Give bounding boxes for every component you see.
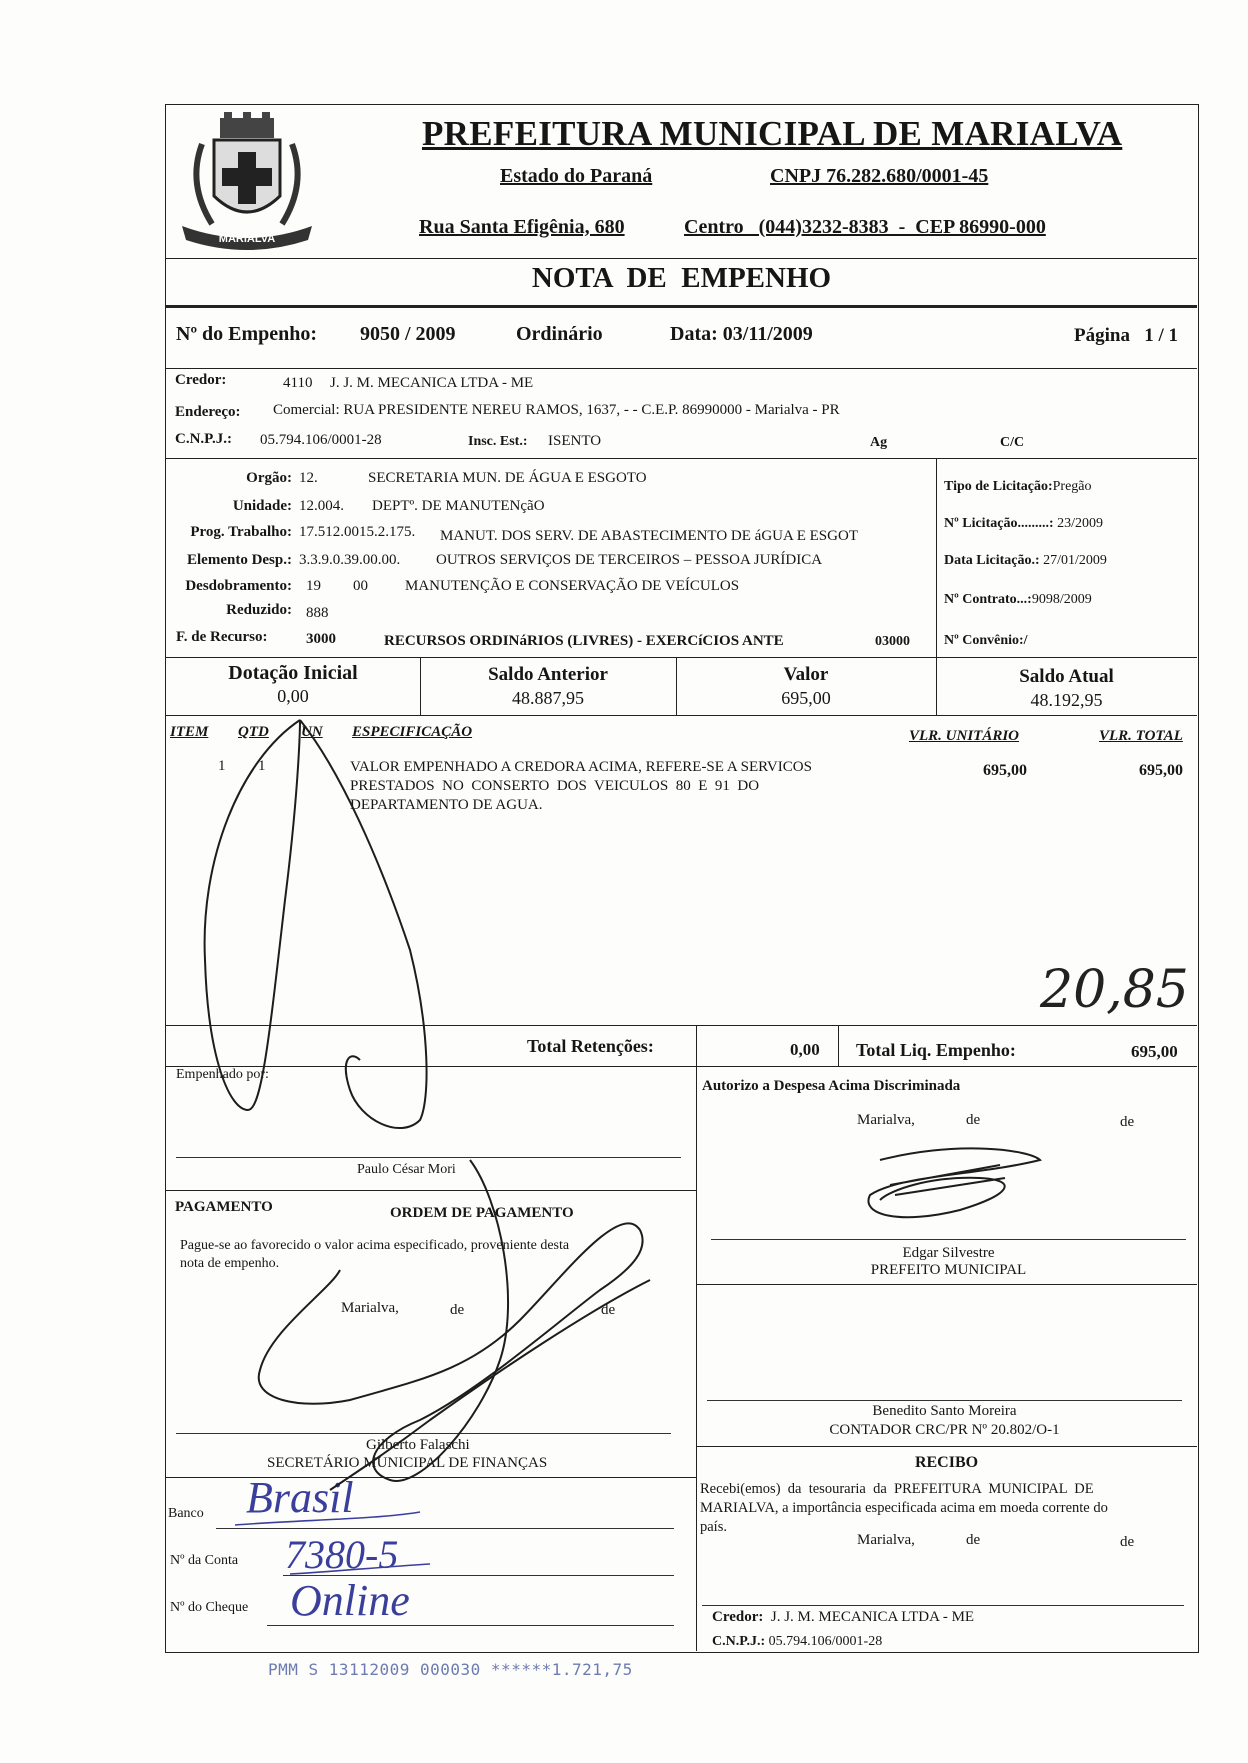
banco-label: Banco [168, 1506, 204, 1521]
liq-value: 695,00 [1131, 1042, 1178, 1061]
valor-label: Valor [783, 664, 829, 685]
credor-label: Credor: [175, 372, 227, 388]
credor-code: 4110 [283, 375, 313, 391]
recurso-code: 3000 [306, 631, 336, 647]
data-label: Data Licitação.: [944, 553, 1040, 568]
licit-label: Nº Licitação.........: [944, 516, 1054, 531]
sec-name: Gilberto Falaschi [366, 1437, 470, 1453]
receipt-text-line: Recebi(emos) da tesouraria da PREFEITURA MUNICIPAL DE [700, 1481, 1094, 1497]
payment-de1: de [450, 1302, 465, 1318]
place-de2: de [1120, 1114, 1135, 1130]
row-desc-line: PRESTADOS NO CONSERTO DOS VEICULOS 80 E 91 DO [350, 778, 760, 794]
prefeito-signature [868, 1148, 1040, 1217]
contrato-label: Nº Contrato...: [944, 592, 1032, 607]
credor-name: J. J. M. MECANICA LTDA - ME [330, 375, 534, 391]
row-desc-line: DEPARTAMENTO DE AGUA. [350, 797, 543, 813]
anterior-label: Saldo Anterior [488, 664, 608, 685]
header-title: PREFEITURA MUNICIPAL DE MARIALVA [422, 114, 1123, 153]
elem-code: 3.3.9.0.39.00.00. [299, 552, 401, 568]
banco-underline-stroke [235, 1512, 420, 1525]
conta-underline-stroke [290, 1564, 430, 1574]
payment-text-line: Pague-se ao favorecido o valor acima especificado, proveniente desta [180, 1238, 570, 1253]
elem-desc: OUTROS SERVIÇOS DE TERCEIROS – PESSOA JURÍDICA [436, 552, 823, 568]
recurso-label: F. de Recurso: [176, 629, 268, 645]
receipt-text-line: país. [700, 1519, 727, 1535]
retencoes-value: 0,00 [790, 1040, 820, 1059]
col-header-especificacao: ESPECIFICAÇÃO [352, 724, 473, 740]
col-header-item: ITEM [170, 724, 209, 740]
receipt-place: Marialva, [857, 1532, 915, 1548]
receipt-cnpj-value: 05.794.106/0001-28 [768, 1634, 883, 1649]
payment-label: PAGAMENTO [175, 1199, 273, 1215]
desdob-code: 19 [306, 578, 321, 594]
receipt-de1: de [966, 1532, 981, 1548]
atual-value: 48.192,95 [1030, 690, 1103, 710]
cheque-label: Nº do Cheque [170, 1600, 249, 1615]
place-de1: de [966, 1112, 981, 1128]
receipt-title: RECIBO [914, 1454, 979, 1471]
payment-text-line: nota de empenho. [180, 1256, 280, 1271]
dotacao-label: Dotação Inicial [228, 662, 358, 684]
prog-label: Prog. Trabalho: [190, 524, 292, 540]
desdob-sub: 00 [353, 578, 368, 594]
col-header-qtd: QTD [238, 724, 269, 740]
empenhado-signature [300, 720, 427, 1128]
ag-label: Ag [870, 435, 888, 450]
empenhado-signature [205, 720, 300, 1110]
row-item: 1 [218, 758, 226, 774]
bank-stamp: PMM S 13112009 000030 ******1.721,75 [268, 1660, 633, 1679]
prefeito-name: Edgar Silvestre [902, 1245, 995, 1261]
cnpj-label: C.N.P.J.: [175, 431, 232, 447]
svg-text:MARIALVA: MARIALVA [218, 233, 276, 245]
receipt-text-line: MARIALVA, a importância especificada acima em moeda corrente do [700, 1500, 1108, 1516]
empenhado-label: Empenhado por: [176, 1067, 269, 1082]
address-label: Endereço: [175, 404, 241, 420]
prefeito-title: PREFEITO MUNICIPAL [870, 1262, 1027, 1278]
col-header-total: VLR. TOTAL [1099, 728, 1183, 744]
col-header-unit: VLR. UNITÁRIO [909, 728, 1020, 744]
orgao-desc: SECRETARIA MUN. DE ÁGUA E ESGOTO [368, 470, 647, 486]
sec-title: SECRETÁRIO MUNICIPAL DE FINANÇAS [267, 1455, 548, 1471]
row-unit-value: 695,00 [983, 762, 1027, 779]
desdob-label: Desdobramento: [185, 578, 292, 594]
prog-code: 17.512.0015.2.175. [299, 524, 416, 540]
empenho-type: Ordinário [516, 323, 603, 345]
unidade-label: Unidade: [232, 498, 292, 514]
contador-title: CONTADOR CRC/PR Nº 20.802/O-1 [829, 1422, 1060, 1438]
recurso-num: 03000 [875, 634, 910, 649]
reduzido-label: Reduzido: [226, 602, 292, 618]
prog-desc: MANUT. DOS SERV. DE ABASTECIMENTO DE áGUA E ESGOT [440, 528, 858, 544]
licit-value: 23/2009 [1057, 516, 1103, 531]
empenho-date: Data: 03/11/2009 [670, 323, 813, 345]
empenhado-name: Paulo César Mori [357, 1162, 456, 1177]
recurso-desc: RECURSOS ORDINáRIOS (LIVRES) - EXERCíCIOS ANTE [384, 633, 784, 649]
header-state: Estado do Paraná [500, 165, 653, 187]
receipt-cnpj-label: C.N.P.J.: [712, 1634, 766, 1649]
conta-label: Nº da Conta [170, 1553, 239, 1568]
row-total-value: 695,00 [1139, 762, 1183, 779]
desdob-desc: MANUTENÇÃO E CONSERVAÇÃO DE VEÍCULOS [405, 578, 740, 594]
reduzido-value: 888 [306, 605, 329, 621]
valor-value: 695,00 [781, 688, 831, 708]
cheque-handwritten: Online [290, 1576, 410, 1625]
dotacao-value: 0,00 [277, 686, 309, 706]
receipt-de2: de [1120, 1534, 1135, 1550]
contador-name: Benedito Santo Moreira [872, 1403, 1017, 1419]
header-contact: Centro (044)3232-8383 - CEP 86990-000 [684, 216, 1046, 238]
page-number: Página 1 / 1 [1074, 325, 1178, 346]
orgao-label: Orgão: [246, 470, 292, 486]
data-value: 27/01/2009 [1043, 553, 1107, 568]
anterior-value: 48.887,95 [512, 688, 584, 708]
banco-handwritten: Brasil [246, 1473, 354, 1522]
atual-label: Saldo Atual [1019, 666, 1114, 687]
liq-label: Total Liq. Empenho: [856, 1040, 1016, 1060]
autorizo-label: Autorizo a Despesa Acima Discriminada [702, 1078, 961, 1094]
contrato-value: 9098/2009 [1031, 592, 1092, 607]
tipo-value: Pregão [1052, 479, 1092, 494]
doc-title: NOTA DE EMPENHO [531, 262, 832, 294]
header-cnpj: CNPJ 76.282.680/0001-45 [770, 165, 989, 187]
address-value: Comercial: RUA PRESIDENTE NEREU RAMOS, 1637, - - C.E.P. 86990000 - Marialva - PR [273, 402, 840, 418]
col-header-un: UN [301, 724, 323, 740]
orgao-code: 12. [299, 470, 318, 486]
unidade-desc: DEPTº. DE MANUTENçãO [372, 498, 545, 514]
conta-handwritten: 7380-5 [285, 1532, 399, 1577]
empenho-number: 9050 / 2009 [360, 323, 456, 345]
elem-label: Elemento Desp.: [187, 552, 292, 568]
unidade-code: 12.004. [299, 498, 344, 514]
place-city: Marialva, [857, 1112, 915, 1128]
empenho-label: Nº do Empenho: [176, 323, 318, 345]
order-label: ORDEM DE PAGAMENTO [390, 1205, 574, 1221]
row-qtd: 1 [258, 758, 266, 774]
payment-de2: de [601, 1302, 616, 1318]
cc-label: C/C [1000, 435, 1025, 450]
receipt-credor-value: J. J. M. MECANICA LTDA - ME [770, 1609, 975, 1625]
header-street: Rua Santa Efigênia, 680 [419, 216, 625, 238]
retencoes-label: Total Retenções: [527, 1036, 654, 1056]
secretario-signature [259, 1160, 643, 1481]
cnpj-value: 05.794.106/0001-28 [260, 432, 382, 448]
receipt-credor-label: Credor: [712, 1609, 764, 1625]
insc-label: Insc. Est.: [468, 434, 528, 449]
payment-place: Marialva, [341, 1300, 399, 1316]
handwritten-note: 20,85 [1040, 960, 1189, 1020]
row-desc-line: VALOR EMPENHADO A CREDORA ACIMA, REFERE-SE A SERVICOS [350, 759, 812, 775]
insc-value: ISENTO [548, 433, 602, 449]
convenio: Nº Convênio:/ [944, 633, 1028, 648]
tipo-label: Tipo de Licitação: [944, 479, 1053, 494]
